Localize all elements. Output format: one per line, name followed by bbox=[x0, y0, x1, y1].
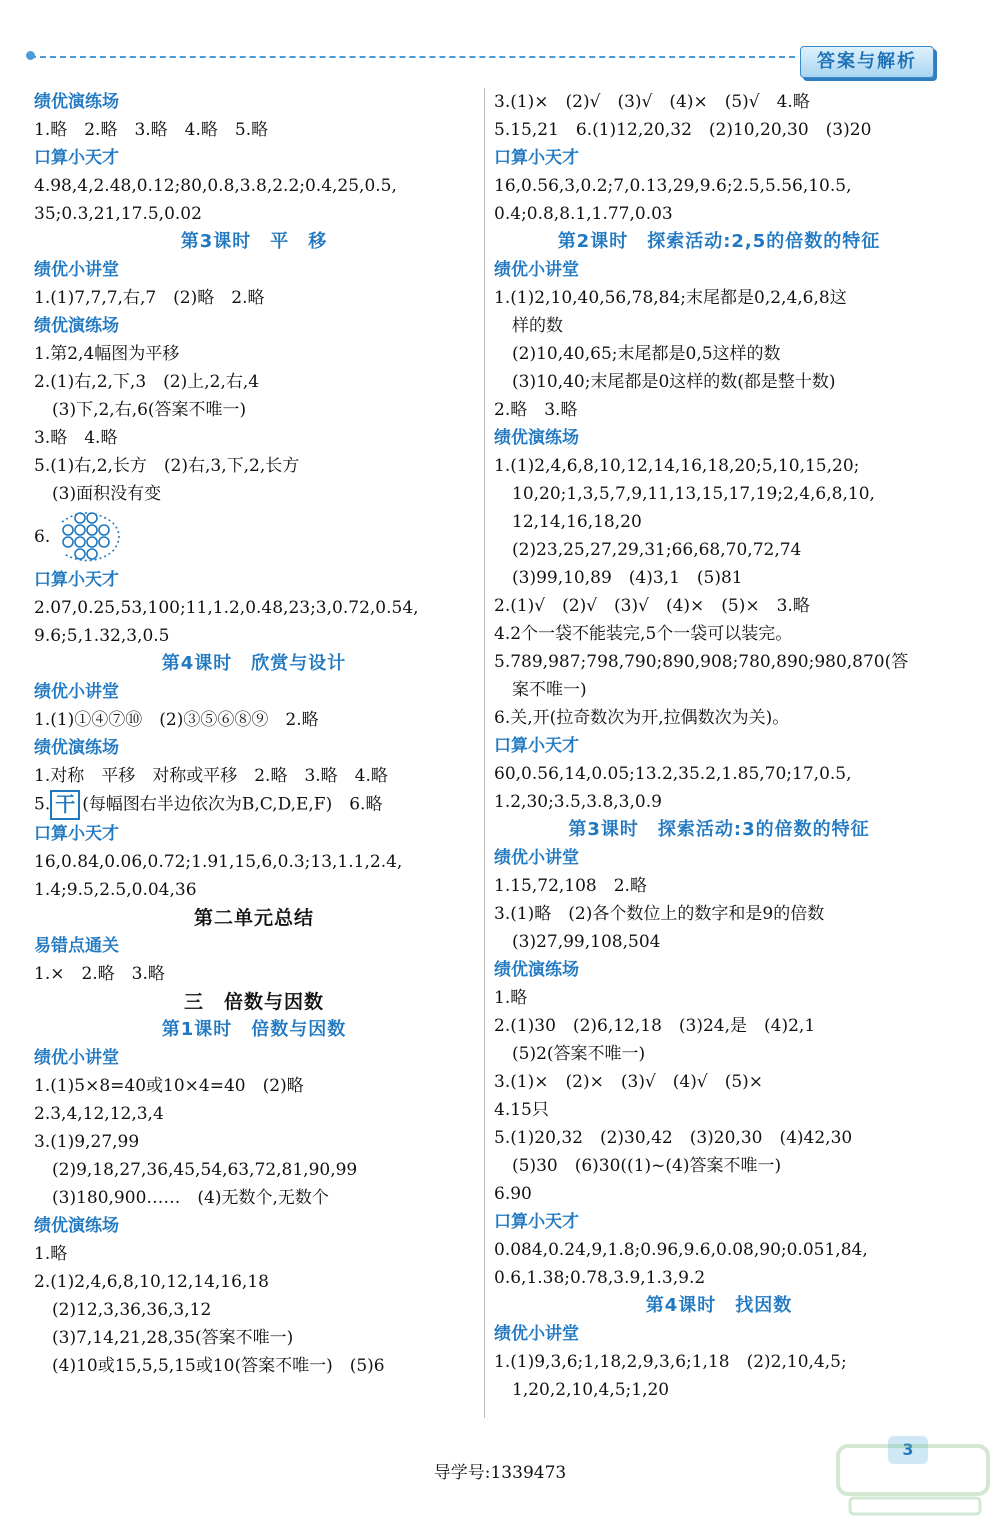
answer-line: (3)下,2,右,6(答案不唯一) bbox=[52, 400, 247, 420]
section-heading: 绩优小讲堂 bbox=[494, 260, 579, 280]
answer-line: 1.(1)9,3,6;1,18,2,9,3,6;1,18 (2)2,10,4,5; bbox=[494, 1352, 847, 1372]
answer-line: 10,20;1,3,5,7,9,11,13,15,17,19;2,4,6,8,10, bbox=[512, 484, 875, 504]
answer-line: 16,0.84,0.06,0.72;1.91,15,6,0.3;13,1.1,2.4, bbox=[34, 852, 403, 872]
answer-text: (每幅图右半边依次为B,C,D,E,F) 6.略 bbox=[82, 794, 383, 815]
answer-line: 16,0.56,3,0.2;7,0.13,29,9.6;2.5,5.56,10.5, bbox=[494, 176, 852, 196]
answer-line: 2.(1)√ (2)√ (3)√ (4)× (5)× 3.略 bbox=[494, 596, 810, 616]
answer-line: 2.07,0.25,53,100;11,1.2,0.48,23;3,0.72,0.54, bbox=[34, 598, 419, 618]
answer-line: 5.15,21 6.(1)12,20,32 (2)10,20,30 (3)20 bbox=[494, 120, 872, 140]
answer-line: 1.略 2.略 3.略 4.略 5.略 bbox=[34, 120, 269, 140]
item-label: 5. bbox=[34, 794, 51, 815]
guide-number: 导学号:1339473 bbox=[433, 1463, 567, 1483]
section-heading: 绩优演练场 bbox=[34, 92, 119, 112]
section-heading: 口算小天才 bbox=[494, 736, 579, 756]
right-column bbox=[494, 88, 944, 1404]
answer-line: 4.98,4,2.48,0.12;80,0.8,3.8,2.2;0.4,25,0.5, bbox=[34, 176, 397, 196]
column-divider bbox=[484, 88, 485, 1418]
answer-line: (5)30 (6)30((1)~(4)答案不唯一) bbox=[512, 1156, 782, 1176]
section-heading: 绩优演练场 bbox=[34, 738, 119, 758]
answer-line: 0.6,1.38;0.78,3.9,1.3,9.2 bbox=[494, 1268, 706, 1288]
answer-line: 3.(1)× (2)√ (3)√ (4)× (5)√ 4.略 bbox=[494, 92, 810, 112]
answer-line: 4.2个一袋不能装完,5个一袋可以装完。 bbox=[494, 624, 793, 644]
answer-line: 1.2,30;3.5,3.8,3,0.9 bbox=[494, 792, 662, 812]
answer-line: 1.(1)2,4,6,8,10,12,14,16,18,20;5,10,15,20; bbox=[494, 456, 860, 476]
answer-line: (3)99,10,89 (4)3,1 (5)81 bbox=[512, 568, 743, 588]
answer-line: 1.× 2.略 3.略 bbox=[34, 964, 165, 984]
answer-line: 2.(1)右,2,下,3 (2)上,2,右,4 bbox=[34, 372, 260, 392]
section-heading: 口算小天才 bbox=[34, 148, 119, 168]
answer-line: 1.略 bbox=[34, 1244, 68, 1264]
section-heading: 易错点通关 bbox=[34, 936, 119, 956]
answer-line: 3.(1)9,27,99 bbox=[34, 1132, 140, 1152]
pattern-glyph-icon: 干 bbox=[50, 790, 80, 820]
answer-line: 6.关,开(拉奇数次为开,拉偶数次为关)。 bbox=[494, 708, 790, 728]
answer-line: 5.(1)右,2,长方 (2)右,3,下,2,长方 bbox=[34, 456, 300, 476]
answer-line: (2)10,40,65;末尾都是0,5这样的数 bbox=[512, 344, 781, 364]
answer-line: 2.3,4,12,12,3,4 bbox=[34, 1104, 164, 1124]
left-column bbox=[34, 88, 474, 1380]
answer-line: 2.(1)2,4,6,8,10,12,14,16,18 bbox=[34, 1272, 269, 1292]
answer-line: 1,20,2,10,4,5;1,20 bbox=[512, 1380, 670, 1400]
answer-line: (3)27,99,108,504 bbox=[512, 932, 661, 952]
answer-line: 1.15,72,108 2.略 bbox=[494, 876, 647, 896]
section-heading: 绩优演练场 bbox=[494, 960, 579, 980]
answer-line: 9.6;5,1.32,3,0.5 bbox=[34, 626, 170, 646]
section-heading: 绩优小讲堂 bbox=[34, 682, 119, 702]
answer-line: 5.(1)20,32 (2)30,42 (3)20,30 (4)42,30 bbox=[494, 1128, 853, 1148]
answer-line: 2.略 3.略 bbox=[494, 400, 578, 420]
answer-line: 1.(1)7,7,7,右,7 (2)略 2.略 bbox=[34, 288, 265, 308]
answer-line: 1.(1)①④⑦⑩ (2)③⑤⑥⑧⑨ 2.略 bbox=[34, 710, 319, 730]
answer-line: 0.084,0.24,9,1.8;0.96,9.6,0.08,90;0.051,84, bbox=[494, 1240, 868, 1260]
answer-line: 60,0.56,14,0.05;13.2,35.2,1.85,70;17,0.5, bbox=[494, 764, 852, 784]
answer-line: (3)180,900…… (4)无数个,无数个 bbox=[52, 1188, 329, 1208]
item-6-row bbox=[34, 508, 474, 566]
lesson-title: 第4课时 欣赏与设计 bbox=[161, 653, 347, 674]
lesson-title: 第4课时 找因数 bbox=[645, 1295, 793, 1316]
item-5-row bbox=[34, 790, 474, 820]
answer-line: 3.(1)略 (2)各个数位上的数字和是9的倍数 bbox=[494, 904, 825, 924]
answer-line: 5.789,987;798,790;890,908;780,890;980,870(答 bbox=[494, 652, 909, 672]
section-heading: 绩优演练场 bbox=[34, 316, 119, 336]
item-label: 6. bbox=[34, 527, 51, 547]
answer-line: (3)面积没有变 bbox=[52, 484, 162, 504]
answer-line: (2)23,25,27,29,31;66,68,70,72,74 bbox=[512, 540, 802, 560]
circles-figure-icon bbox=[50, 508, 130, 566]
answer-line: 3.(1)× (2)× (3)√ (4)√ (5)× bbox=[494, 1072, 764, 1092]
header-tab: 答案与解析 bbox=[800, 46, 934, 78]
answer-line: 12,14,16,18,20 bbox=[512, 512, 642, 532]
section-heading: 口算小天才 bbox=[34, 824, 119, 844]
answer-line: 6.90 bbox=[494, 1184, 532, 1204]
answer-line: 35;0.3,21,17.5,0.02 bbox=[34, 204, 202, 224]
answer-line: (3)10,40;末尾都是0这样的数(都是整十数) bbox=[512, 372, 836, 392]
answer-line: 样的数 bbox=[512, 316, 563, 336]
section-heading: 绩优演练场 bbox=[34, 1216, 119, 1236]
unit-summary-title: 第二单元总结 bbox=[193, 907, 314, 929]
answer-line: (3)7,14,21,28,35(答案不唯一) bbox=[52, 1328, 294, 1348]
section-heading: 口算小天才 bbox=[34, 570, 119, 590]
lesson-title: 第3课时 探索活动:3的倍数的特征 bbox=[568, 819, 870, 840]
lesson-title: 第1课时 倍数与因数 bbox=[161, 1019, 347, 1040]
answer-line: 案不唯一) bbox=[512, 680, 587, 700]
section-heading: 绩优小讲堂 bbox=[34, 260, 119, 280]
answer-line: (2)12,3,36,36,3,12 bbox=[52, 1300, 212, 1320]
section-heading: 口算小天才 bbox=[494, 1212, 579, 1232]
answer-line: 2.(1)30 (2)6,12,18 (3)24,是 (4)2,1 bbox=[494, 1016, 816, 1036]
header-dashed-rule bbox=[30, 56, 795, 58]
answer-line: 1.(1)2,10,40,56,78,84;末尾都是0,2,4,6,8这 bbox=[494, 288, 847, 308]
unit-title: 三 倍数与因数 bbox=[183, 991, 324, 1013]
answer-line: 1.(1)5×8=40或10×4=40 (2)略 bbox=[34, 1076, 304, 1096]
lesson-title: 第2课时 探索活动:2,5的倍数的特征 bbox=[557, 231, 881, 252]
answer-line: 3.略 4.略 bbox=[34, 428, 118, 448]
section-heading: 口算小天才 bbox=[494, 148, 579, 168]
answer-line: (4)10或15,5,5,15或10(答案不唯一) (5)6 bbox=[52, 1356, 385, 1376]
answer-line: 4.15只 bbox=[494, 1100, 549, 1120]
lesson-title: 第3课时 平 移 bbox=[180, 231, 328, 252]
answer-line: 1.4;9.5,2.5,0.04,36 bbox=[34, 880, 197, 900]
answer-line: 0.4;0.8,8.1,1.77,0.03 bbox=[494, 204, 673, 224]
section-heading: 绩优小讲堂 bbox=[494, 1324, 579, 1344]
section-heading: 绩优演练场 bbox=[494, 428, 579, 448]
section-heading: 绩优小讲堂 bbox=[34, 1048, 119, 1068]
answer-line: 1.略 bbox=[494, 988, 528, 1008]
page-number: 3 bbox=[888, 1436, 928, 1464]
answer-line: 1.对称 平移 对称或平移 2.略 3.略 4.略 bbox=[34, 766, 388, 786]
section-heading: 绩优小讲堂 bbox=[494, 848, 579, 868]
answer-line: (2)9,18,27,36,45,54,63,72,81,90,99 bbox=[52, 1160, 358, 1180]
answer-line: (5)2(答案不唯一) bbox=[512, 1044, 646, 1064]
answer-line: 1.第2,4幅图为平移 bbox=[34, 344, 180, 364]
